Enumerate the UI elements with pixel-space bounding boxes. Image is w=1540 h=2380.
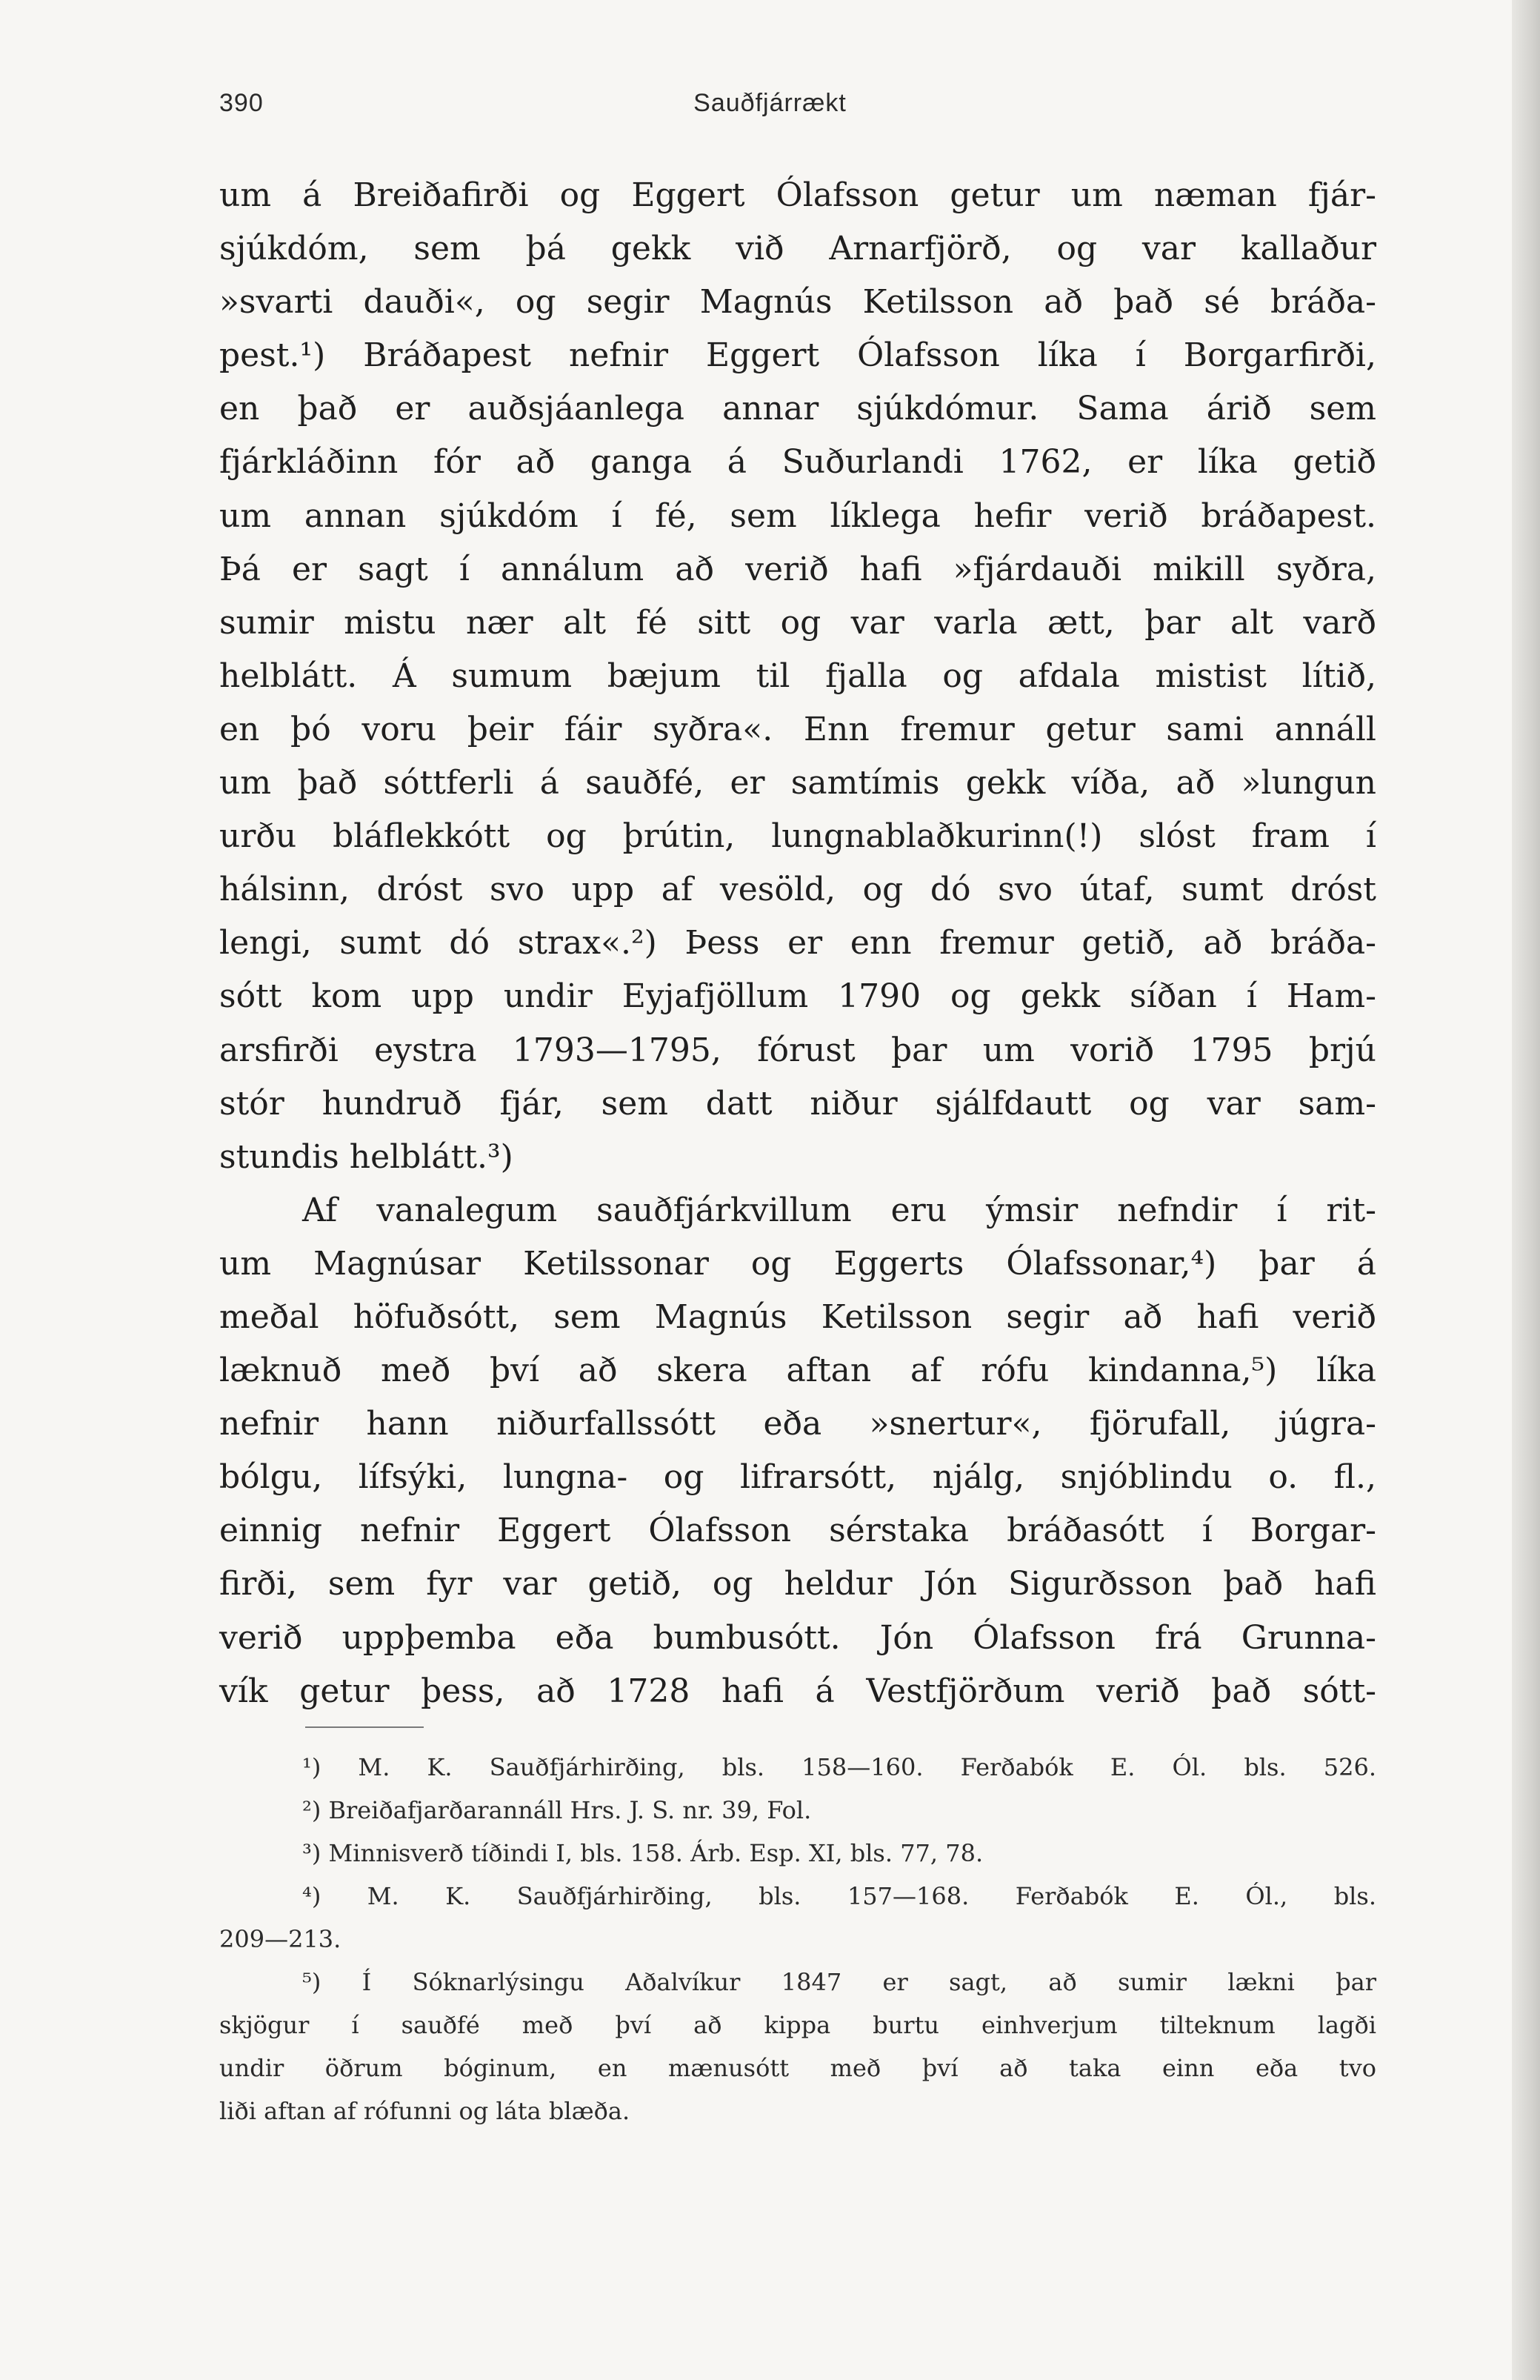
page-number: 390 bbox=[219, 89, 264, 117]
page-header bbox=[0, 89, 1540, 133]
text-line: Þá er sagt í annálum að verið hafi »fjárdauði mikill syðra, bbox=[219, 550, 1376, 588]
footnote-divider bbox=[305, 1726, 424, 1728]
text-line: sjúkdóm, sem þá gekk við Arnarfjörð, og var kallaður bbox=[219, 230, 1376, 268]
page-edge-shadow bbox=[1512, 0, 1540, 2380]
footnote-line: ³) Minnisverð tíðindi I, bls. 158. Árb. Esp. XI, bls. 77, 78. bbox=[302, 1839, 984, 1867]
footnote-line: ¹) M. K. Sauðfjárhirðing, bls. 158—160. Ferðabók E. Ól. bls. 526. bbox=[302, 1753, 1376, 1781]
text-line: um það sóttferli á sauðfé, er samtímis gekk víða, að »lungun bbox=[219, 764, 1376, 802]
footnote-line: skjögur í sauðfé með því að kippa burtu einhverjum tilteknum lagði bbox=[219, 2011, 1376, 2039]
body-text bbox=[219, 169, 1376, 1718]
text-line: vík getur þess, að 1728 hafi á Vestfjörðum verið það sótt- bbox=[219, 1672, 1376, 1710]
footnote-line: ²) Breiðafjarðarannáll Hrs. J. S. nr. 39, Fol. bbox=[302, 1796, 812, 1824]
text-line: stór hundruð fjár, sem datt niður sjálfdautt og var sam- bbox=[219, 1084, 1376, 1123]
footnote-line: 209—213. bbox=[219, 1925, 341, 1953]
text-line: verið uppþemba eða bumbusótt. Jón Ólafsson frá Grunna- bbox=[219, 1618, 1376, 1657]
text-line: lengi, sumt dó strax«.²) Þess er enn fremur getið, að bráða- bbox=[219, 924, 1376, 963]
text-line: læknuð með því að skera aftan af rófu kindanna,⁵) líka bbox=[219, 1352, 1376, 1390]
text-line: um annan sjúkdóm í fé, sem líklega hefir verið bráðapest. bbox=[219, 496, 1376, 535]
footnote-line: liði aftan af rófunni og láta blæða. bbox=[219, 2097, 630, 2125]
text-line: um á Breiðafirði og Eggert Ólafsson getur um næman fjár- bbox=[219, 176, 1376, 214]
text-line: arsfirði eystra 1793—1795, fórust þar um vorið 1795 þrjú bbox=[219, 1031, 1376, 1069]
text-line: nefnir hann niðurfallssótt eða »snertur«, fjörufall, júgra- bbox=[219, 1405, 1376, 1443]
text-line: Af vanalegum sauðfjárkvillum eru ýmsir nefndir í rit- bbox=[302, 1191, 1376, 1229]
text-line: en þó voru þeir fáir syðra«. Enn fremur getur sami annáll bbox=[219, 710, 1376, 748]
text-line: meðal höfuðsótt, sem Magnús Ketilsson segir að hafi verið bbox=[219, 1297, 1376, 1336]
text-line: um Magnúsar Ketilssonar og Eggerts Ólafssonar,⁴) þar á bbox=[219, 1244, 1376, 1283]
text-line: firði, sem fyr var getið, og heldur Jón Sigurðsson það hafi bbox=[219, 1565, 1376, 1603]
footnote-line: undir öðrum bóginum, en mænusótt með því að taka einn eða tvo bbox=[219, 2054, 1376, 2082]
text-line: en það er auðsjáanlega annar sjúkdómur. Sama árið sem bbox=[219, 390, 1376, 428]
text-line: stundis helblátt.³) bbox=[219, 1137, 513, 1176]
text-line: einnig nefnir Eggert Ólafsson sérstaka bráðasótt í Borgar- bbox=[219, 1512, 1376, 1550]
text-line: sumir mistu nær alt fé sitt og var varla ætt, þar alt varð bbox=[219, 603, 1376, 642]
footnote-line: ⁵) Í Sóknarlýsingu Aðalvíkur 1847 er sagt, að sumir lækni þar bbox=[302, 1968, 1376, 1996]
text-line: hálsinn, dróst svo upp af vesöld, og dó svo útaf, sumt dróst bbox=[219, 871, 1376, 909]
text-line: bólgu, lífsýki, lungna- og lifrarsótt, njálg, snjóblindu o. fl., bbox=[219, 1458, 1376, 1497]
text-line: sótt kom upp undir Eyjafjöllum 1790 og gekk síðan í Ham- bbox=[219, 977, 1376, 1016]
text-line: pest.¹) Bráðapest nefnir Eggert Ólafsson líka í Borgarfirði, bbox=[219, 336, 1376, 375]
text-line: fjárkláðinn fór að ganga á Suðurlandi 1762, er líka getið bbox=[219, 443, 1376, 482]
footnotes bbox=[219, 1746, 1376, 2133]
footnote-line: ⁴) M. K. Sauðfjárhirðing, bls. 157—168. Ferðabók E. Ól., bls. bbox=[302, 1882, 1376, 1910]
text-line: urðu bláflekkótt og þrútin, lungnablaðkurinn(!) slóst fram í bbox=[219, 817, 1376, 856]
text-line: »svarti dauði«, og segir Magnús Ketilsson að það sé bráða- bbox=[219, 283, 1376, 322]
text-line: helblátt. Á sumum bæjum til fjalla og afdala mistist lítið, bbox=[219, 657, 1376, 695]
running-title: Sauðfjárrækt bbox=[693, 89, 847, 117]
